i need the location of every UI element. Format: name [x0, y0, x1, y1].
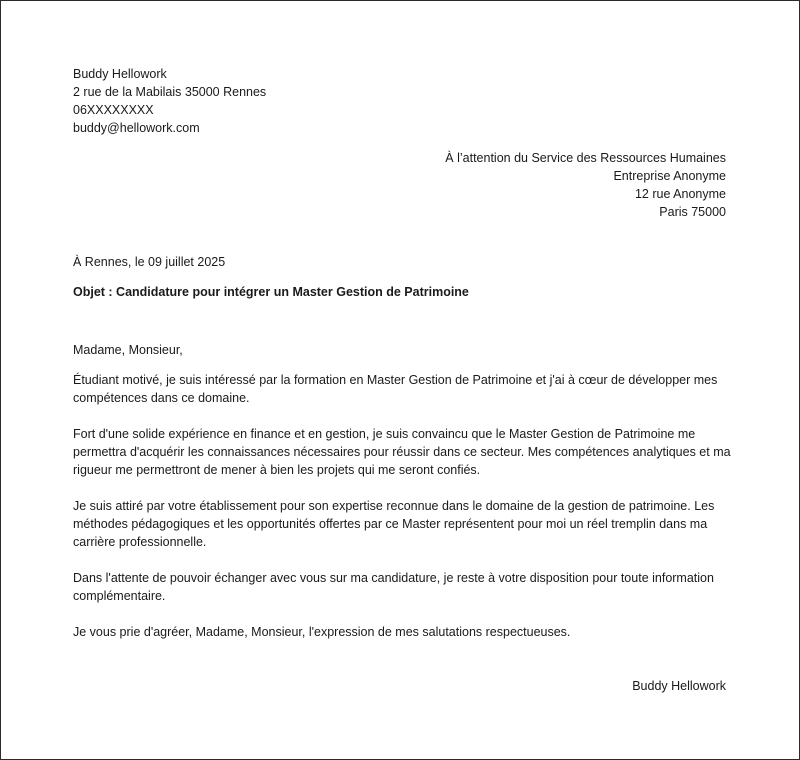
salutation: Madame, Monsieur,	[73, 343, 183, 357]
paragraph-1: Étudiant motivé, je suis intéressé par la formation en Master Gestion de Patrimoine et j'ai à cœur de développer mes compétences dans ce domaine.	[73, 373, 718, 405]
place-date: À Rennes, le 09 juillet 2025	[73, 255, 226, 269]
recipient-attention: À l’attention du Service des Ressources Humaines	[445, 151, 726, 165]
sender-name: Buddy Hellowork	[73, 67, 167, 81]
recipient-street: 12 rue Anonyme	[634, 187, 726, 201]
subject-line: Objet : Candidature pour intégrer un Master Gestion de Patrimoine	[73, 285, 469, 299]
paragraph-2: Fort d'une solide expérience en finance et en gestion, je suis convaincu que le Master Gestion de Patrimoine me permettra d'acquérir les connaissances nécessaires pour réussir dans ce secteur. Mes compétences analytiques et ma rigueur me permettront de mener à bien les projets qui me seront confiés.	[73, 427, 731, 477]
paragraph-4: Dans l'attente de pouvoir échanger avec vous sur ma candidature, je reste à votre disposition pour toute information complémentaire.	[73, 571, 714, 603]
sender-address: 2 rue de la Mabilais 35000 Rennes	[73, 85, 267, 99]
recipient-city: Paris 75000	[659, 205, 726, 219]
closing-paragraph: Je vous prie d'agréer, Madame, Monsieur, l'expression de mes salutations respectueuses.	[73, 625, 571, 639]
recipient-company: Entreprise Anonyme	[613, 169, 726, 183]
paragraph-3: Je suis attiré par votre établissement pour son expertise reconnue dans le domaine de la gestion de patrimoine. Les méthodes pédagogiques et les opportunités offertes par ce Master représentent pour moi un réel tremplin dans ma carrière professionnelle.	[73, 499, 715, 549]
signature: Buddy Hellowork	[632, 679, 726, 693]
sender-phone: 06XXXXXXXX	[73, 103, 154, 117]
sender-email: buddy@hellowork.com	[73, 121, 200, 135]
